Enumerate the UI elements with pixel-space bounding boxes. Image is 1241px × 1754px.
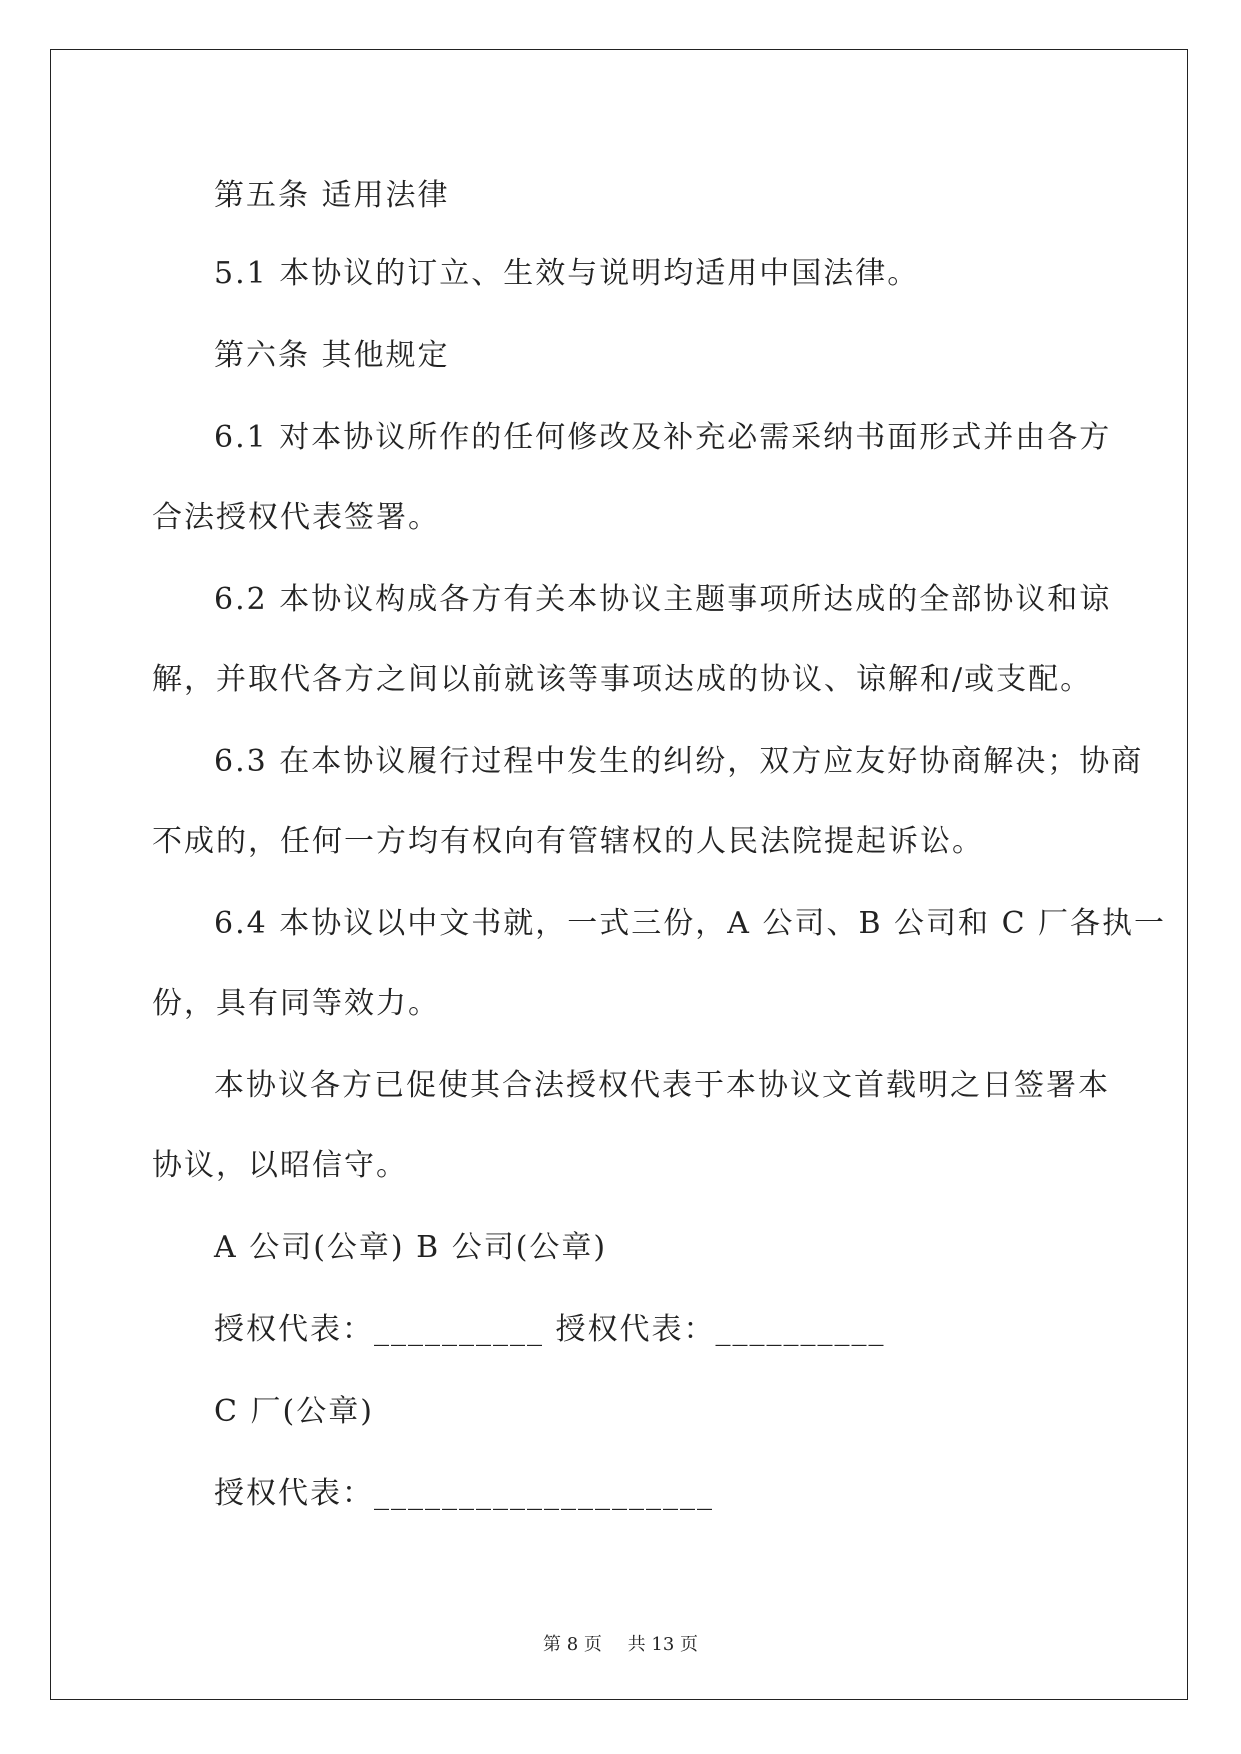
company-seal-c: C 厂(公章) — [214, 1394, 374, 1429]
clause-6-1-line1: 6.1 对本协议所作的任何修改及补充必需采纳书面形式并由各方 — [214, 420, 1112, 455]
article-5-heading: 第五条 适用法律 — [214, 178, 450, 213]
signature-label-a: 授权代表： — [214, 1312, 374, 1347]
signature-blank-a: __________ — [374, 1312, 544, 1347]
article-6-heading: 第六条 其他规定 — [214, 338, 450, 373]
signature-row-ab — [214, 1304, 886, 1348]
clause-6-4-line2: 份，具有同等效力。 — [152, 986, 440, 1021]
page-border — [50, 49, 1188, 1700]
signature-row-c — [214, 1468, 714, 1512]
closing-line2: 协议，以昭信守。 — [152, 1148, 408, 1183]
page-number: 第 8 页 — [543, 1634, 602, 1655]
clause-6-1-line2: 合法授权代表签署。 — [152, 500, 440, 535]
clause-6-2-line1: 6.2 本协议构成各方有关本协议主题事项所达成的全部协议和谅 — [214, 582, 1112, 617]
company-seals-ab: A 公司(公章) B 公司(公章) — [214, 1230, 608, 1265]
signature-label-b: 授权代表： — [555, 1312, 716, 1347]
signature-label-c: 授权代表： — [214, 1476, 374, 1511]
clause-6-3-line2: 不成的，任何一方均有权向有管辖权的人民法院提起诉讼。 — [152, 824, 984, 859]
signature-blank-c: ____________________ — [374, 1476, 714, 1511]
clause-6-2-line2: 解，并取代各方之间以前就该等事项达成的协议、谅解和/或支配。 — [152, 662, 1093, 697]
clause-5-1: 5.1 本协议的订立、生效与说明均适用中国法律。 — [214, 256, 920, 291]
page-total: 共 13 页 — [627, 1634, 698, 1655]
clause-6-4-line1: 6.4 本协议以中文书就，一式三份，A 公司、B 公司和 C 厂各执一 — [214, 906, 1167, 941]
page-footer — [0, 1630, 1241, 1656]
signature-blank-b: __________ — [715, 1312, 886, 1347]
clause-6-3-line1: 6.3 在本协议履行过程中发生的纠纷，双方应友好协商解决；协商 — [214, 744, 1144, 779]
closing-line1: 本协议各方已促使其合法授权代表于本协议文首载明之日签署本 — [214, 1068, 1110, 1103]
